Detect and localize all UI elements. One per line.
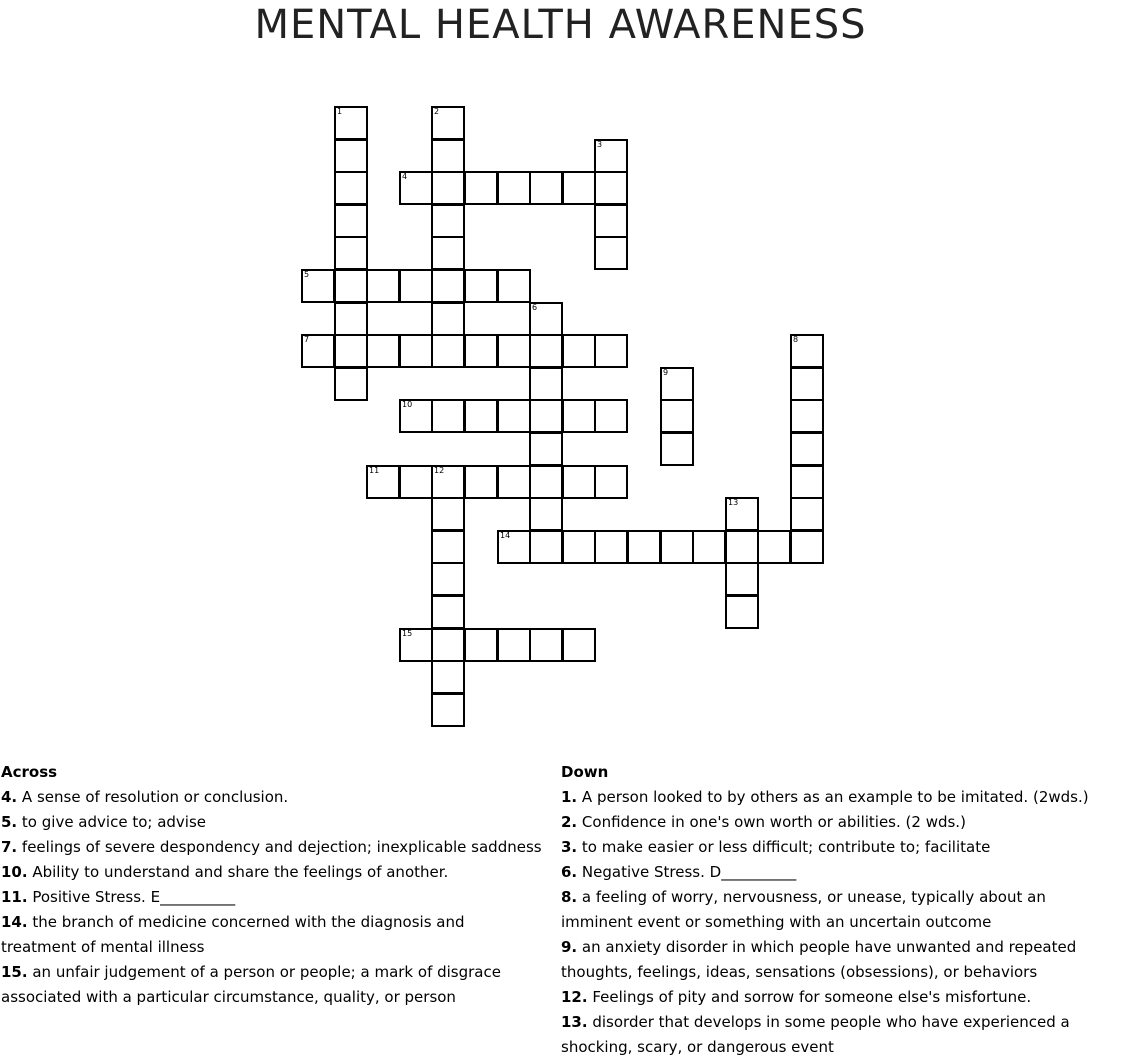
clue-down-9: 9. an anxiety disorder in which people have unwanted and repeated thoughts, feelings, ideas, sensations (obsessions), or behaviors (561, 938, 1077, 981)
crossword-cell[interactable] (497, 530, 531, 564)
crossword-cell[interactable] (692, 530, 726, 564)
clue-number-label: 5 (304, 270, 310, 279)
crossword-cell[interactable] (431, 562, 465, 596)
crossword-cell[interactable] (431, 236, 465, 270)
crossword-cell[interactable] (725, 530, 759, 564)
crossword-cell[interactable] (497, 628, 531, 662)
crossword-cell[interactable] (431, 139, 465, 173)
crossword-cell[interactable] (399, 465, 433, 499)
crossword-cell[interactable] (725, 497, 759, 531)
crossword-cell[interactable] (497, 269, 531, 303)
clue-across-5: 5. to give advice to; advise (1, 813, 206, 831)
crossword-cell[interactable] (464, 399, 498, 433)
crossword-cell[interactable] (757, 530, 791, 564)
crossword-cell[interactable] (562, 399, 596, 433)
crossword-cell[interactable] (790, 367, 824, 401)
clue-number-label: 4 (402, 172, 408, 181)
clue-across-11: 11. Positive Stress. E__________ (1, 888, 236, 906)
down-clues (561, 760, 1117, 1060)
crossword-cell[interactable] (790, 530, 824, 564)
crossword-cell[interactable] (301, 269, 335, 303)
crossword-cell[interactable] (464, 465, 498, 499)
crossword-cell[interactable] (399, 269, 433, 303)
clue-number-label: 11 (369, 466, 380, 475)
clue-number-label: 2 (434, 107, 440, 116)
crossword-cell[interactable] (334, 106, 368, 140)
crossword-cell[interactable] (497, 334, 531, 368)
crossword-cell[interactable] (497, 465, 531, 499)
clue-across-14: 14. the branch of medicine concerned with the diagnosis and treatment of mental illness (1, 913, 465, 956)
crossword-cell[interactable] (334, 236, 368, 270)
clue-down-12: 12. Feelings of pity and sorrow for someone else's misfortune. (561, 988, 1032, 1006)
crossword-cell[interactable] (334, 204, 368, 238)
clue-number-label: 14 (500, 531, 511, 540)
crossword-cell[interactable] (334, 269, 368, 303)
crossword-cell[interactable] (660, 399, 694, 433)
crossword-cell[interactable] (497, 171, 531, 205)
crossword-cell[interactable] (529, 171, 563, 205)
crossword-cell[interactable] (431, 693, 465, 727)
crossword-cell[interactable] (464, 171, 498, 205)
crossword-cell[interactable] (529, 302, 563, 336)
clue-number-label: 10 (402, 400, 413, 409)
page-title: MENTAL HEALTH AWARENESS (254, 2, 867, 48)
clue-across-7: 7. feelings of severe despondency and dejection; inexplicable saddness (1, 838, 542, 856)
crossword-cell[interactable] (464, 334, 498, 368)
clue-number-label: 12 (434, 466, 445, 475)
clue-across-4: 4. A sense of resolution or conclusion. (1, 788, 289, 806)
crossword-cell[interactable] (529, 628, 563, 662)
crossword-cell[interactable] (660, 432, 694, 466)
clue-number-label: 8 (793, 335, 799, 344)
crossword-cell[interactable] (464, 628, 498, 662)
crossword-cell[interactable] (529, 530, 563, 564)
clue-number-label: 7 (304, 335, 310, 344)
crossword-cell[interactable] (431, 465, 465, 499)
crossword-cell[interactable] (334, 171, 368, 205)
crossword-cell[interactable] (399, 628, 433, 662)
crossword-cell[interactable] (431, 497, 465, 531)
down-heading: Down (561, 763, 609, 781)
crossword-cell[interactable] (594, 236, 628, 270)
crossword-cell[interactable] (399, 334, 433, 368)
crossword-cell[interactable] (790, 399, 824, 433)
crossword-cell[interactable] (366, 334, 400, 368)
clue-down-8: 8. a feeling of worry, nervousness, or unease, typically about an imminent event or something with an uncertain outcome (561, 888, 1046, 931)
clue-down-2: 2. Confidence in one's own worth or abilities. (2 wds.) (561, 813, 966, 831)
crossword-cell[interactable] (366, 269, 400, 303)
crossword-cell[interactable] (334, 367, 368, 401)
crossword-cell[interactable] (627, 530, 661, 564)
crossword-cell[interactable] (529, 334, 563, 368)
clue-down-1: 1. A person looked to by others as an example to be imitated. (2wds.) (561, 788, 1089, 806)
crossword-cell[interactable] (529, 399, 563, 433)
crossword-cell[interactable] (431, 269, 465, 303)
crossword-cell[interactable] (431, 628, 465, 662)
crossword-cell[interactable] (594, 399, 628, 433)
crossword-cell[interactable] (594, 530, 628, 564)
crossword-cell[interactable] (660, 367, 694, 401)
crossword-cell[interactable] (562, 530, 596, 564)
crossword-cell[interactable] (301, 334, 335, 368)
crossword-cell[interactable] (399, 399, 433, 433)
across-clues (1, 760, 561, 1010)
crossword-cell[interactable] (431, 106, 465, 140)
clue-across-10: 10. Ability to understand and share the feelings of another. (1, 863, 449, 881)
crossword-cell[interactable] (790, 432, 824, 466)
crossword-cell[interactable] (497, 399, 531, 433)
crossword-cell[interactable] (790, 465, 824, 499)
crossword-cell[interactable] (431, 660, 465, 694)
crossword-cell[interactable] (562, 334, 596, 368)
crossword-cell[interactable] (594, 139, 628, 173)
clue-number-label: 15 (402, 629, 413, 638)
clue-number-label: 3 (597, 140, 603, 149)
crossword-cell[interactable] (725, 595, 759, 629)
crossword-cell[interactable] (464, 269, 498, 303)
crossword-cell[interactable] (431, 171, 465, 205)
clue-down-6: 6. Negative Stress. D__________ (561, 863, 797, 881)
crossword-cell[interactable] (431, 204, 465, 238)
crossword-cell[interactable] (594, 204, 628, 238)
across-heading: Across (1, 763, 58, 781)
crossword-cell[interactable] (431, 334, 465, 368)
crossword-cell[interactable] (790, 334, 824, 368)
clue-down-3: 3. to make easier or less difficult; contribute to; facilitate (561, 838, 991, 856)
crossword-cell[interactable] (562, 171, 596, 205)
crossword-cell[interactable] (431, 302, 465, 336)
crossword-cell[interactable] (594, 465, 628, 499)
clue-number-label: 13 (728, 498, 739, 507)
crossword-cell[interactable] (562, 465, 596, 499)
crossword-cell[interactable] (594, 171, 628, 205)
crossword-cell[interactable] (334, 302, 368, 336)
crossword-cell[interactable] (529, 432, 563, 466)
crossword-cell[interactable] (431, 530, 465, 564)
clue-number-label: 1 (337, 107, 343, 116)
clue-across-15: 15. an unfair judgement of a person or people; a mark of disgrace associated with a particular circumstance, quality, or person (1, 963, 501, 1006)
crossword-cell[interactable] (660, 530, 694, 564)
crossword-cell[interactable] (529, 497, 563, 531)
crossword-cell[interactable] (431, 595, 465, 629)
crossword-cell[interactable] (366, 465, 400, 499)
clue-down-13: 13. disorder that develops in some people who have experienced a shocking, scary, or dangerous event (561, 1013, 1070, 1056)
crossword-cell[interactable] (431, 399, 465, 433)
crossword-cell[interactable] (790, 497, 824, 531)
clue-number-label: 9 (663, 368, 669, 377)
crossword-cell[interactable] (594, 334, 628, 368)
crossword-cell[interactable] (334, 139, 368, 173)
clue-number-label: 6 (532, 303, 538, 312)
crossword-cell[interactable] (562, 628, 596, 662)
crossword-cell[interactable] (334, 334, 368, 368)
crossword-cell[interactable] (529, 465, 563, 499)
crossword-cell[interactable] (529, 367, 563, 401)
crossword-cell[interactable] (399, 171, 433, 205)
crossword-cell[interactable] (725, 562, 759, 596)
